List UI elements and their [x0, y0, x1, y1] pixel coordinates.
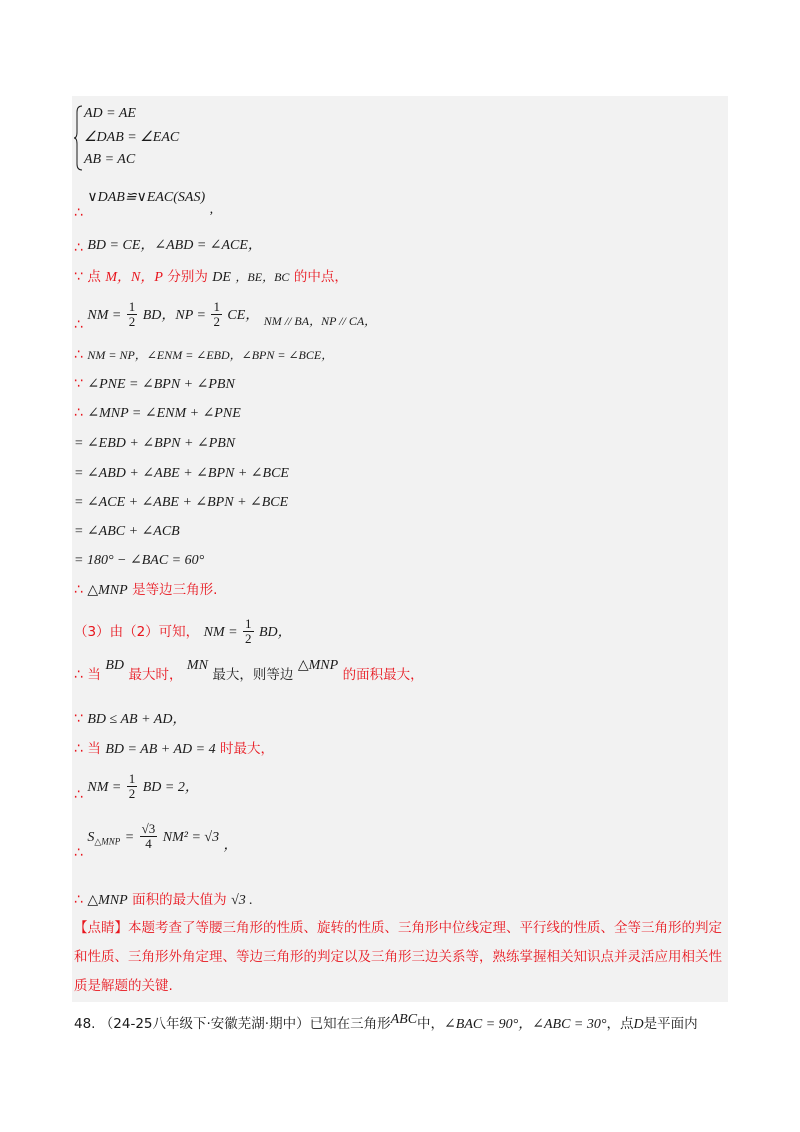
comment-paragraph: [74, 914, 728, 1001]
therefore-symbol: ∴: [74, 786, 83, 803]
max-bd: BD: [105, 658, 124, 673]
question-text-a: 已知在三角形: [309, 1016, 391, 1032]
max-text-a: 当: [87, 667, 101, 683]
line-congruence: [74, 190, 214, 221]
area-subscript: △MNP: [94, 836, 121, 847]
fraction-numerator: 1: [213, 299, 220, 314]
because-symbol: ∵: [74, 711, 83, 727]
midline-nm: NM =: [87, 307, 122, 323]
step-2-math: = ∠ABD + ∠ABE + ∠BPN + ∠BCE: [74, 466, 289, 481]
therefore-symbol: ∴: [74, 240, 83, 256]
therefore-symbol: ∴: [74, 347, 83, 363]
question-text-e: 是平面内: [643, 1016, 698, 1032]
line-equal-sides: [74, 238, 262, 256]
question-angle-abc: ，∠ABC = 30°: [518, 1017, 607, 1032]
fraction-numerator: 1: [128, 299, 136, 314]
question-source: （24-25八年级下·安徽芜湖·期中）: [99, 1016, 310, 1032]
midpoint-text-a: 点: [87, 269, 101, 285]
exterior-angle-math: ∠PNE = ∠BPN + ∠PBN: [87, 377, 235, 392]
equal-sides-math: BD = CE，∠ABD = ∠ACE，: [87, 238, 262, 253]
max-area-text: 面积的最大值为: [132, 892, 227, 908]
line-step-4: [74, 524, 180, 539]
area-equals: =: [124, 829, 135, 845]
question-angle-bac: ∠BAC = 90°: [444, 1017, 519, 1032]
question-number: 48.: [74, 1016, 96, 1032]
therefore-symbol: ∴: [74, 405, 83, 421]
max-text-b: 最大时，: [128, 667, 183, 683]
line-max-area: [74, 893, 253, 908]
fraction-numerator: √3: [141, 821, 156, 836]
max-value-math: BD = AB + AD = 4: [105, 742, 216, 757]
because-symbol: ∵: [74, 269, 83, 285]
fraction-numerator: 1: [245, 616, 252, 631]
step-3-math: = ∠ACE + ∠ABE + ∠BPN + ∠BCE: [74, 495, 289, 510]
congruence-tail: ,: [209, 202, 214, 217]
line-step-5: [74, 553, 204, 568]
nm-value-b: BD = 2，: [142, 779, 199, 795]
nm-value-a: NM =: [87, 779, 122, 795]
triangle-mnp: △MNP: [87, 583, 128, 598]
line-equilateral-conclusion: [74, 583, 217, 598]
system-eq-3: AB = AC: [84, 152, 136, 167]
line-step-3: [74, 495, 288, 510]
equation-system: [74, 104, 214, 172]
parallel-relations: NM // BA，NP // CA，: [263, 313, 377, 328]
fraction-half: [127, 300, 138, 330]
comment-label: 【点睛】: [74, 920, 128, 936]
line-nm-value: [74, 772, 199, 802]
fraction-sqrt3-over-4: [140, 822, 158, 852]
line-mnp-angle: [74, 406, 241, 421]
therefore-symbol: ∴: [74, 582, 83, 598]
fraction-denominator: 2: [128, 786, 136, 802]
max-text-d: 的面积最大，: [342, 667, 424, 683]
mnp-angle-math: ∠MNP = ∠ENM + ∠PNE: [87, 406, 241, 421]
fraction-denominator: 4: [145, 836, 152, 852]
therefore-symbol: ∴: [74, 205, 83, 221]
line-equal-angles: [74, 348, 333, 362]
therefore-symbol: ∴: [74, 741, 83, 757]
step-5-math: = 180° − ∠BAC = 60°: [74, 553, 205, 568]
fraction-half: [243, 617, 254, 647]
max-area-triangle: △MNP: [87, 893, 128, 908]
midline-ce: CE，: [227, 307, 260, 323]
max-triangle: △MNP: [297, 658, 339, 673]
system-eq-2: ∠DAB = ∠EAC: [84, 130, 180, 145]
part-3-nm: NM =: [203, 624, 238, 640]
line-max-condition: [74, 658, 424, 683]
fraction-half: [127, 772, 138, 802]
question-text-d: ，点: [606, 1016, 634, 1032]
step-1-math: = ∠EBD + ∠BPN + ∠PBN: [74, 436, 236, 451]
line-area: [74, 821, 238, 861]
max-value-text-b: 时最大，: [220, 741, 275, 757]
midpoint-text-b: 分别为: [167, 269, 208, 285]
step-4-math: = ∠ABC + ∠ACB: [74, 524, 180, 539]
solution-box: [72, 96, 728, 1002]
question-text-b: 中，: [417, 1016, 445, 1032]
therefore-symbol: ∴: [74, 316, 83, 333]
line-midline: [74, 299, 377, 333]
therefore-symbol: ∴: [74, 667, 83, 683]
equilateral-text: 是等边三角形.: [132, 582, 218, 598]
system-eq-1: AD = AE: [84, 106, 136, 121]
part-3-label: （3）由（2）可知，: [74, 623, 200, 640]
equal-angles-math: NM = NP，∠ENM = ∠EBD，∠BPN = ∠BCE，: [87, 348, 334, 362]
segment-de: DE: [212, 270, 231, 285]
because-symbol: ∵: [74, 376, 83, 392]
midpoint-text-c: 的中点，: [293, 269, 348, 285]
max-value-text-a: 当: [87, 741, 101, 757]
line-step-1: [74, 436, 235, 451]
max-text-c: 最大，则等边: [212, 667, 294, 683]
therefore-symbol: ∴: [74, 892, 83, 908]
area-value: NM² = √3: [162, 829, 220, 845]
line-exterior-angle: [74, 377, 235, 392]
line-step-2: [74, 466, 289, 481]
left-brace-icon: [74, 104, 84, 172]
midline-np: BD，NP =: [142, 307, 206, 323]
fraction-denominator: 2: [213, 314, 220, 330]
fraction-half: [211, 300, 222, 330]
question-48: [74, 1012, 698, 1033]
part-3-bd: BD，: [259, 624, 292, 640]
line-max-value: [74, 742, 274, 757]
question-abc: ABC: [390, 1012, 418, 1027]
fraction-numerator: 1: [128, 771, 136, 786]
area-s: S: [87, 829, 95, 845]
triangle-inequality-math: BD ≤ AB + AD，: [87, 712, 187, 727]
line-midpoints: [74, 270, 348, 285]
max-mn: MN: [186, 658, 208, 673]
line-part-3: [74, 617, 292, 647]
congruence-math: ∨DAB≌∨EAC(SAS): [87, 190, 206, 205]
max-area-value: √3 .: [231, 893, 253, 908]
segment-be-bc: ，BE，BC: [235, 270, 290, 284]
midpoint-points: M，N，P: [105, 270, 163, 285]
question-point-d: D: [633, 1017, 644, 1032]
comment-body: 本题考查了等腰三角形的性质、旋转的性质、三角形中位线定理、平行线的性质、全等三角形的判定和性质、三角形外角定理、等边三角形的判定以及三角形三边关系等，熟练掌握相关知识点并灵活应用相关性质是解题的关键.: [74, 920, 722, 994]
line-triangle-inequality: [74, 712, 186, 727]
fraction-denominator: 2: [128, 314, 136, 330]
therefore-symbol: ∴: [74, 844, 83, 861]
area-tail: ，: [223, 837, 238, 853]
fraction-denominator: 2: [245, 631, 252, 647]
